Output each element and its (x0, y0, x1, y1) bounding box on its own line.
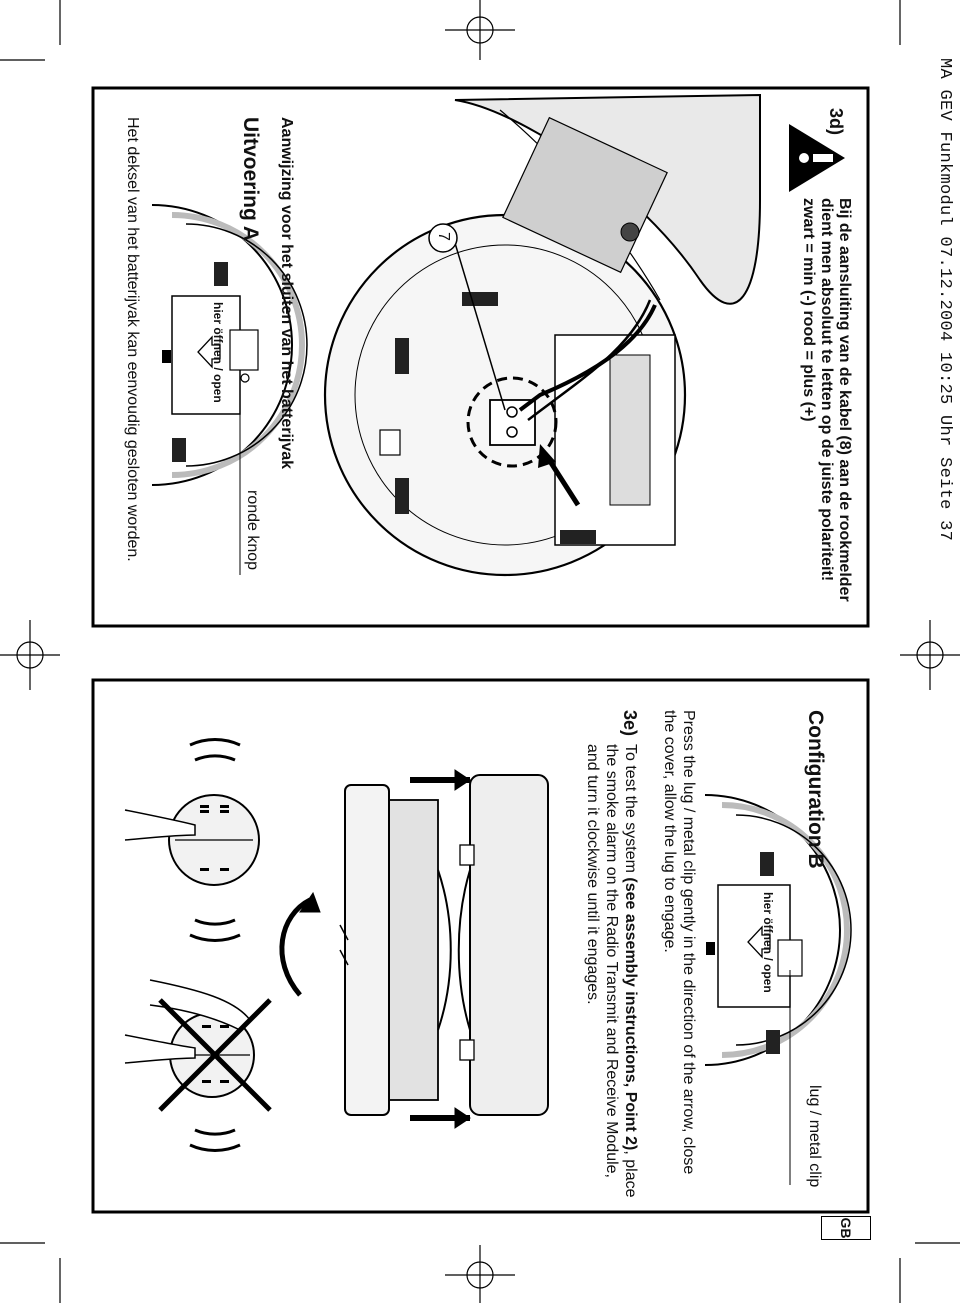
callout-number-7: 7 (435, 232, 452, 241)
clip-label: lug / metal clip (806, 1085, 823, 1188)
press-instruction-line-1: Press the lug / metal clip gently in the direction of the arrow, close (680, 710, 697, 1175)
test-instruction-line-2: the smoke alarm on the Radio Transmit and Receive Module, (603, 744, 620, 1178)
config-b-title: Configuration B (804, 710, 827, 869)
test-instruction-line-3: and turn it clockwise until it engages. (584, 744, 601, 1005)
test-line-1-tail: , place (622, 1150, 639, 1198)
language-badge-label: GB (838, 1217, 854, 1239)
test-line-1-bold: (see assembly instructions, Point 2) (622, 877, 639, 1151)
variant-title-a: Uitvoering A (239, 117, 262, 242)
closing-note: Het deksel van het batterijvak kan eenvoudig gesloten worden. (124, 117, 141, 562)
test-instruction-line-1 (621, 744, 640, 1198)
step-tag-3e: 3e) (620, 710, 640, 737)
step-tag-3d: 3d) (826, 108, 846, 135)
header-text: MA GEV Funkmodul 07.12.2004 10:25 Uhr Seite 37 (935, 58, 954, 542)
test-line-1-plain: To test the system (622, 744, 639, 878)
polarity-warning-line-2: dient men absoluut te letten op de juiste polariteit! (818, 198, 835, 582)
polarity-warning-line-1: Bij de aansluiting van de kabel (8) aan de rookmelder (836, 198, 853, 602)
closing-instructions-heading: Aanwijzing voor het sluiten van het batterijvak (278, 117, 295, 470)
language-badge (821, 1216, 871, 1240)
press-instruction-line-2: the cover, allow the lug to engage. (661, 710, 678, 953)
cover-label-a: hier öffnen / open (211, 302, 225, 403)
cover-label-b: hier öffnen / open (761, 892, 775, 993)
polarity-warning-line-3: zwart = min (-) rood = plus (+) (800, 198, 817, 422)
knob-label: ronde knop (244, 490, 261, 571)
